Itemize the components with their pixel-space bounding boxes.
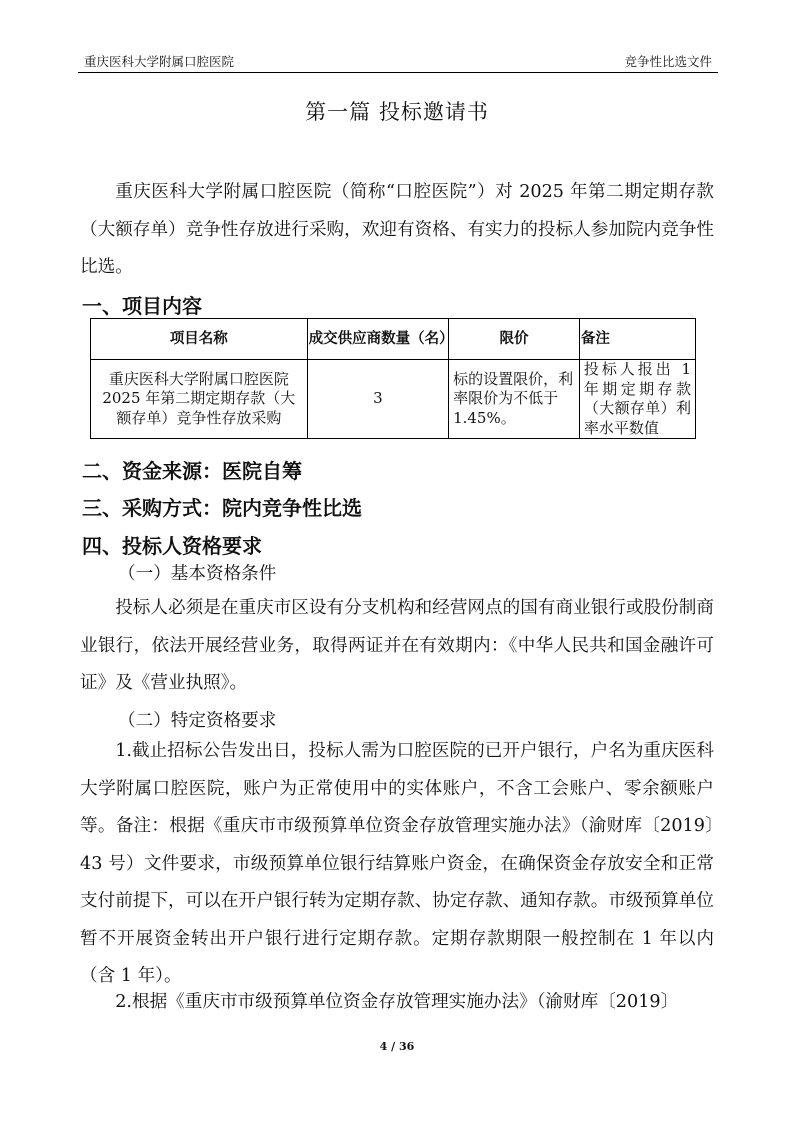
table-header-cell: 备注 — [579, 319, 695, 360]
subheading-basic: （一）基本资格条件 — [118, 564, 277, 584]
table-header-cell: 成交供应商数量（名） — [307, 319, 448, 360]
header-doc-type: 竞争性比选文件 — [624, 54, 712, 69]
intro-paragraph: 重庆医科大学附属口腔医院（简称“口腔医院”）对 2025 年第二期定期存款（大额存单）竞争性存放进行采购，欢迎有资格、有实力的投标人参加院内竞争性比选。 — [80, 182, 714, 277]
table-cell-remarks: 投标人报出 1 年期定期存款（大额存单）利率水平数值 — [579, 360, 695, 439]
section-heading-project: 一、项目内容 — [82, 294, 202, 318]
section-heading-funding: 二、资金来源：医院自筹 — [82, 459, 302, 483]
paragraph-specific-1: 1.截止招标公告发出日，投标人需为口腔医院的已开户银行，户名为重庆医科大学附属口腔医院，账户为正常使用中的实体账户，不含工会账户、零余额账户等。备注：根据《重庆市市级预算单位资金存放管理实施办法》（渝财库〔2019〕43 号）文件要求，市级预算单位银行结算账户资金，在确保资金存放安全和正常支付前提下，可以在开户银行转为定期存款、协定存款、通知存款。市级预算单位暂不开展资金转出开户银行进行定期存款。定期存款期限一般控制在 1 年以内（含 1 年）。 — [80, 741, 714, 986]
subheading-specific: （二）特定资格要求 — [118, 711, 277, 731]
table-cell-price-limit: 标的设置限价，利率限价为不低于 1.45%。 — [449, 360, 580, 439]
page-number: 4 / 36 — [379, 1040, 415, 1053]
section-heading-procurement: 三、采购方式：院内竞争性比选 — [82, 496, 362, 520]
table-header-cell: 限价 — [449, 319, 580, 360]
section-heading-qualifications: 四、投标人资格要求 — [82, 534, 262, 558]
table-header-row — [91, 319, 696, 360]
table-cell-supplier-count: 3 — [307, 360, 448, 439]
table-header-cell: 项目名称 — [91, 319, 308, 360]
page-title: 第一篇 投标邀请书 — [305, 100, 489, 124]
page-header — [78, 50, 718, 73]
paragraph-specific-2: 2.根据《重庆市市级预算单位资金存放管理实施办法》（渝财库〔2019〕 — [115, 992, 679, 1012]
header-institution: 重庆医科大学附属口腔医院 — [84, 54, 235, 69]
table-cell-project-name: 重庆医科大学附属口腔医院 2025 年第二期定期存款（大额存单）竞争性存放采购 — [91, 360, 308, 439]
table-row — [91, 360, 696, 439]
paragraph-basic-requirements: 投标人必须是在重庆市区设有分支机构和经营网点的国有商业银行或股份制商业银行，依法开展经营业务，取得两证并在有效期内：《中华人民共和国金融许可证》及《营业执照》。 — [80, 598, 714, 693]
project-table — [90, 318, 696, 439]
